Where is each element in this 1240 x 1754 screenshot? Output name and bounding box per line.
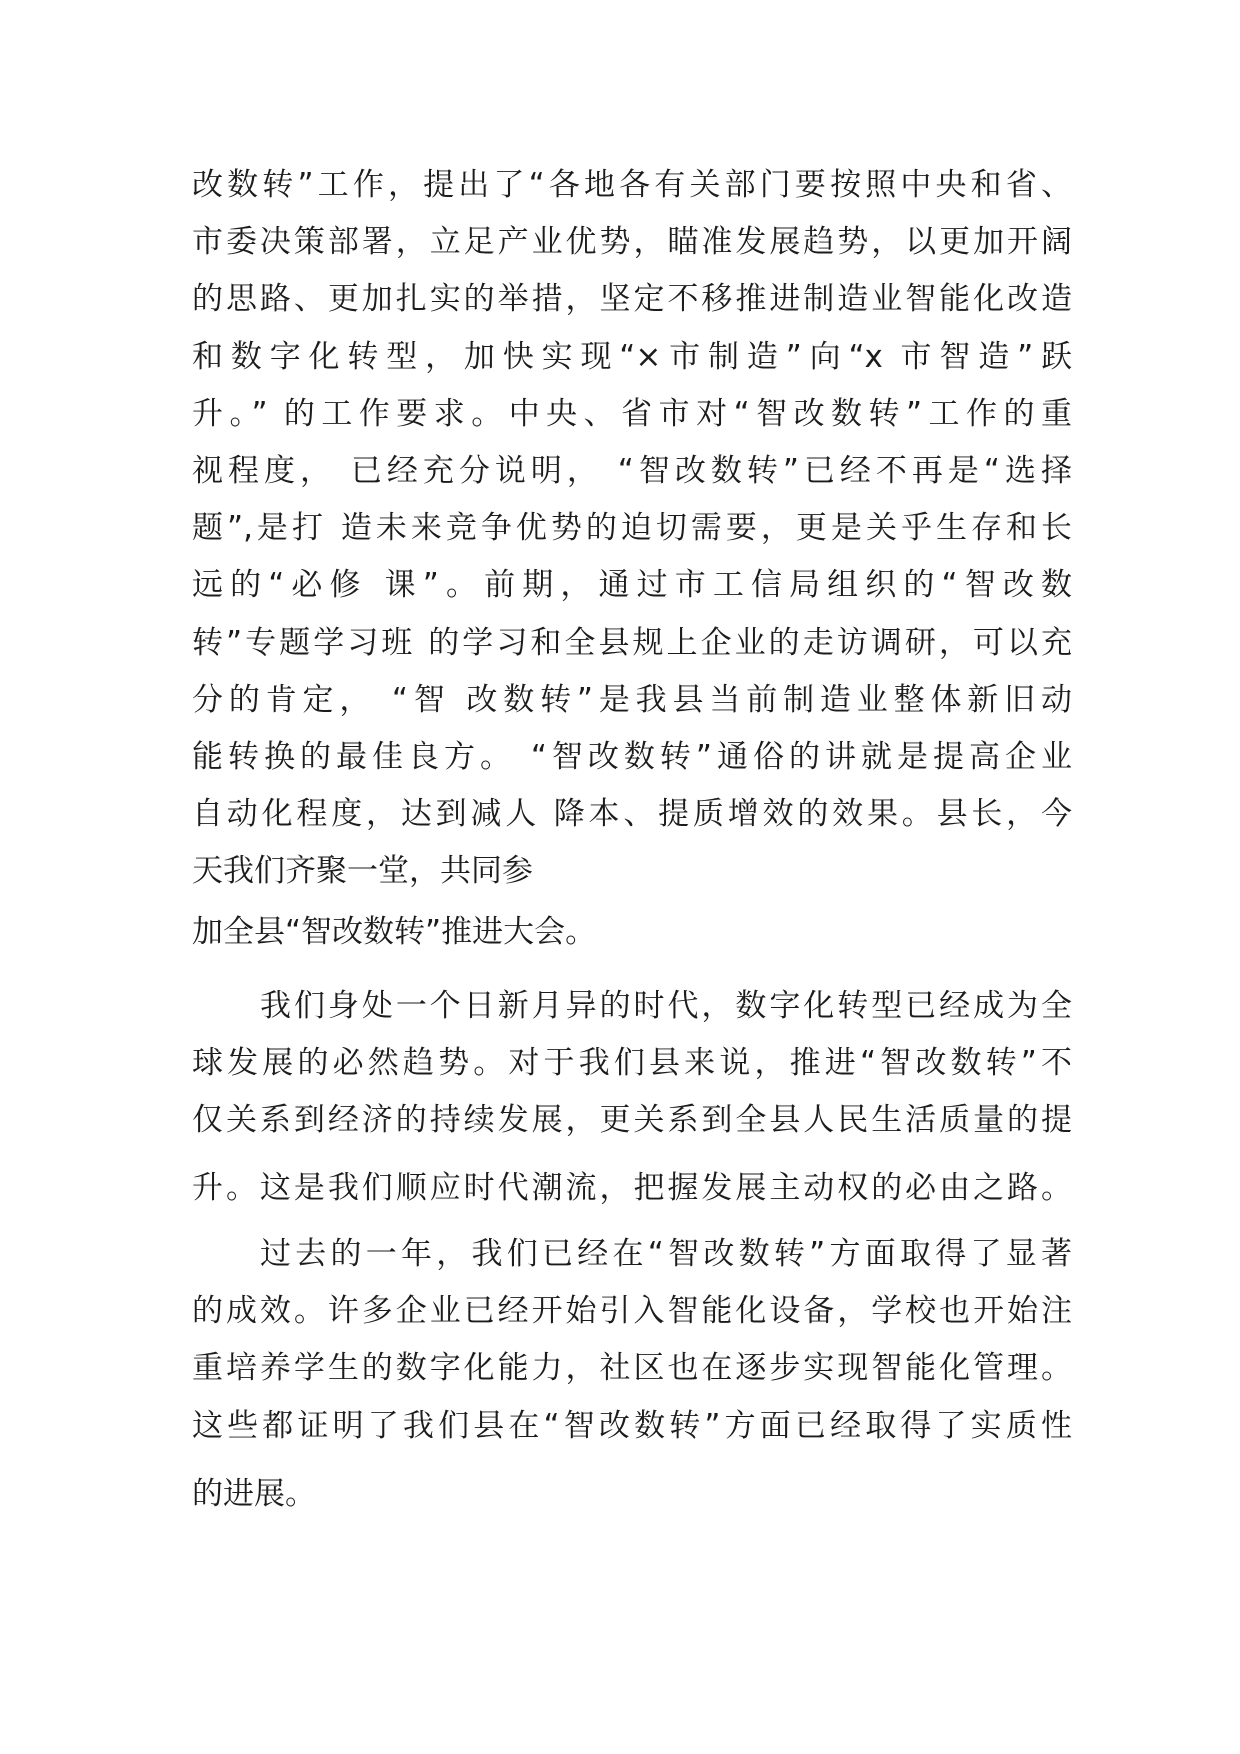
text-line: 的思路、更加扎实的举措，坚定不移推进制造业智能化改造 (192, 281, 1072, 318)
paragraph-continued-intro (192, 157, 1072, 900)
paragraph-past-year-achievements (192, 1226, 1072, 1523)
text-line: 这些都证明了我们县在“智改数转”方面已经取得了实质性 (192, 1407, 1072, 1444)
text-line: 天我们齐聚一堂，共同参 (192, 853, 533, 890)
text-line: 自动化程度，达到减人 降本、提质增效的效果。县长，今 (192, 796, 1072, 833)
text-line: 球发展的必然趋势。对于我们县来说，推进“智改数转”不 (192, 1045, 1072, 1082)
text-line: 升。” 的工作要求。中央、省市对“智改数转”工作的重 (192, 395, 1072, 432)
text-line: 的进展。 (192, 1475, 316, 1512)
paragraph-digital-transformation-trend (192, 978, 1072, 1218)
text-line: 转”专题学习班 的学习和全县规上企业的走访调研，可以充 (192, 624, 1072, 661)
text-line: 的成效。许多企业已经开始引入智能化设备，学校也开始注 (192, 1293, 1072, 1330)
text-line: 仅关系到经济的持续发展，更关系到全县人民生活质量的提 (192, 1102, 1072, 1139)
text-line: 市委决策部署，立足产业优势，瞄准发展趋势，以更加开阔 (192, 224, 1072, 261)
paragraph-meeting-name (192, 904, 1072, 961)
text-line: 重培养学生的数字化能力，社区也在逐步实现智能化管理。 (192, 1350, 1072, 1387)
text-line: 改数转”工作，提出了“各地各有关部门要按照中央和省、 (192, 167, 1072, 203)
text-line: 升。这是我们顺应时代潮流，把握发展主动权的必由之路。 (192, 1170, 1072, 1207)
text-line: 分的肯定， “智 改数转”是我县当前制造业整体新旧动 (192, 681, 1072, 718)
text-line: 和数字化转型，加快实现“×市制造”向“x 市智造”跃 (192, 338, 1072, 375)
text-line: 视程度， 已经充分说明， “智改数转”已经不再是“选择 (192, 452, 1072, 489)
text-line: 加全县“智改数转”推进大会。 (192, 914, 597, 950)
text-line: 过去的一年，我们已经在“智改数转”方面取得了显著 (260, 1236, 1072, 1272)
text-line: 能转换的最佳良方。 “智改数转”通俗的讲就是提高企业 (192, 738, 1072, 775)
text-line: 我们身处一个日新月异的时代，数字化转型已经成为全 (260, 988, 1072, 1024)
text-line: 题”,是打 造未来竞争优势的迫切需要，更是关乎生存和长 (192, 510, 1072, 547)
text-line: 远的“必修 课”。前期，通过市工信局组织的“智改数 (192, 567, 1072, 604)
